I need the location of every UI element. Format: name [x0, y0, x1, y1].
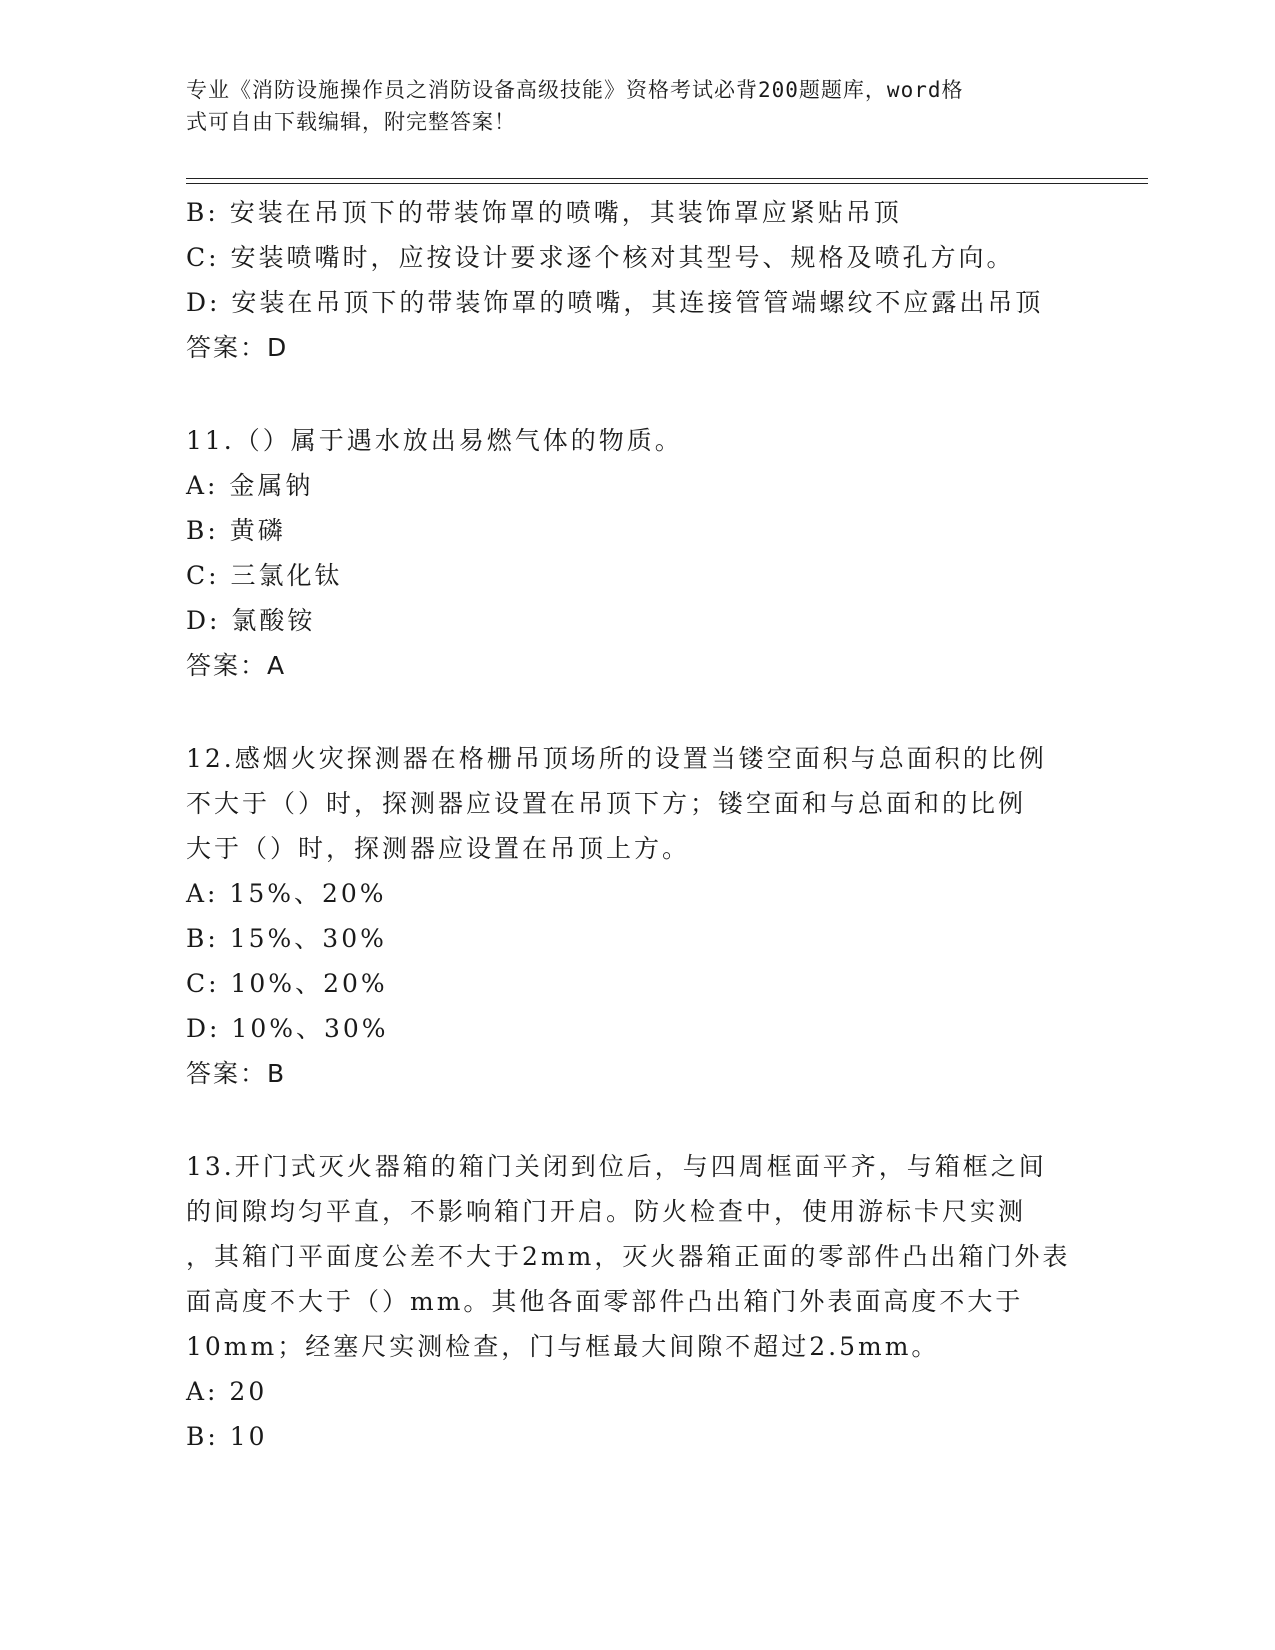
q11-option-c: C: 三氯化钛 [186, 561, 343, 590]
document-body [186, 190, 1086, 1459]
q10-option-b: B: 安装在吊顶下的带装饰罩的喷嘴，其装饰罩应紧贴吊顶 [186, 198, 902, 227]
q13-question-line: ，其箱门平面度公差不大于2mm，灭火器箱正面的零部件凸出箱门外表 [186, 1242, 1071, 1271]
header-rule-top [186, 178, 1148, 179]
q12-question-line: 大于（）时，探测器应设置在吊顶上方。 [186, 834, 691, 863]
document-header [186, 74, 1086, 138]
q12-option-a: A: 15%、20% [186, 879, 387, 908]
q11-option-b: B: 黄磷 [186, 516, 286, 545]
spacer [186, 1096, 1086, 1144]
q13-option-a: A: 20 [186, 1377, 268, 1406]
header-line-2: 式可自由下载编辑，附完整答案！ [186, 110, 516, 134]
q13-question-line: 10mm；经塞尺实测检查，门与框最大间隙不超过2.5mm。 [186, 1332, 940, 1361]
q12-option-c: C: 10%、20% [186, 969, 388, 998]
q10-option-c: C: 安装喷嘴时，应按设计要求逐个核对其型号、规格及喷孔方向。 [186, 243, 1015, 272]
q13-question-line: 面高度不大于（）mm。其他各面零部件凸出箱门外表面高度不大于 [186, 1287, 1024, 1316]
q12-answer: 答案：B [186, 1059, 287, 1088]
header-line-1: 专业《消防设施操作员之消防设备高级技能》资格考试必背200题题库，word格 [186, 78, 964, 102]
q11-answer: 答案：A [186, 651, 287, 680]
q12-question-line: 不大于（）时，探测器应设置在吊顶下方；镂空面和与总面和的比例 [186, 789, 1027, 818]
header-rule-bottom [186, 183, 1148, 184]
spacer [186, 370, 1086, 418]
question-10-block [186, 190, 1086, 370]
question-13-block [186, 1144, 1086, 1459]
q10-option-d: D: 安装在吊顶下的带装饰罩的喷嘴，其连接管管端螺纹不应露出吊顶 [186, 288, 1044, 317]
q12-option-b: B: 15%、30% [186, 924, 387, 953]
q12-question-line: 12.感烟火灾探测器在格栅吊顶场所的设置当镂空面积与总面积的比例 [186, 744, 1047, 773]
q13-option-b: B: 10 [186, 1422, 268, 1451]
q12-option-d: D: 10%、30% [186, 1014, 389, 1043]
q10-answer: 答案：D [186, 333, 289, 362]
q11-question: 11.（）属于遇水放出易燃气体的物质。 [186, 426, 683, 455]
q13-question-line: 13.开门式灭火器箱的箱门关闭到位后，与四周框面平齐，与箱框之间 [186, 1152, 1047, 1181]
question-12-block [186, 736, 1086, 1096]
q11-option-a: A: 金属钠 [186, 471, 314, 500]
question-11-block [186, 418, 1086, 688]
q13-question-line: 的间隙均匀平直，不影响箱门开启。防火检查中，使用游标卡尺实测 [186, 1197, 1027, 1226]
spacer [186, 688, 1086, 736]
q11-option-d: D: 氯酸铵 [186, 606, 316, 635]
